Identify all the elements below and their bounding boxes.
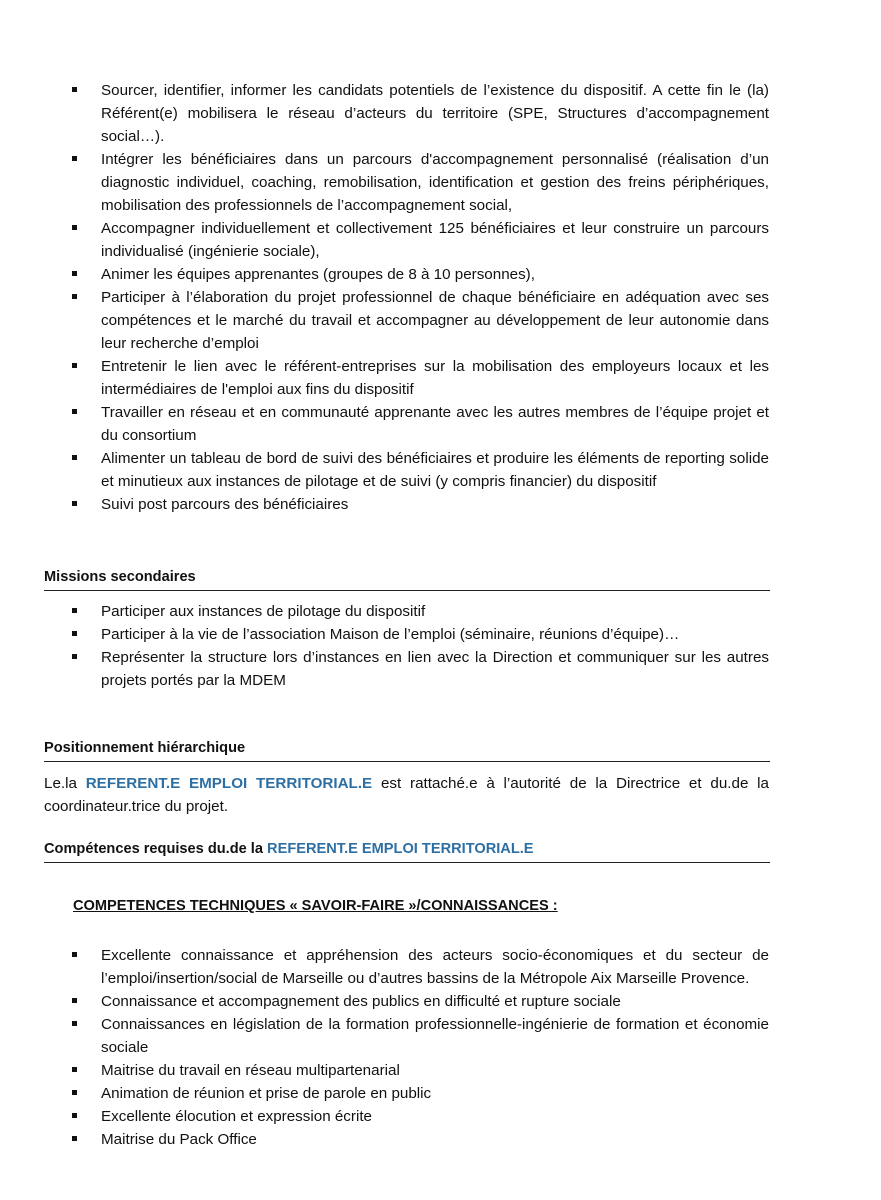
list-item <box>72 600 769 623</box>
list-item <box>72 990 769 1013</box>
skills-heading-role: REFERENT.E EMPLOI TERRITORIAL.E <box>267 841 534 857</box>
list-item-text: Accompagner individuellement et collectivement 125 bénéficiaires et leur construire un parcours individualisé (ingénierie sociale), <box>101 220 769 260</box>
list-item-text: Animation de réunion et prise de parole en public <box>101 1085 432 1102</box>
list-item-text: Représenter la structure lors d’instances en lien avec la Direction et communiquer sur les autres projets portés par la MDEM <box>101 649 769 689</box>
list-item <box>72 1059 769 1082</box>
list-item-text: Alimenter un tableau de bord de suivi des bénéficiaires et produire les éléments de reporting solide et minutieux aux instances de pilotage et de suivi (y compris financier) du dispositif <box>101 450 769 490</box>
square-bullet-icon <box>72 1105 78 1128</box>
list-item <box>72 646 769 692</box>
main-missions-list <box>72 79 769 516</box>
list-item-text: Participer à la vie de l’association Maison de l’emploi (séminaire, réunions d’équipe)… <box>101 626 680 643</box>
list-item-text: Excellente connaissance et appréhension des acteurs socio-économiques et du secteur de l’emploi/insertion/social de Marseille ou d’autres bassins de la Métropole Aix Marseille Provence. <box>101 947 769 987</box>
list-item-text: Connaissance et accompagnement des publics en difficulté et rupture sociale <box>101 993 621 1010</box>
hierarchy-heading: Positionnement hiérarchique <box>44 737 770 762</box>
square-bullet-icon <box>72 263 78 286</box>
list-item-text: Maitrise du Pack Office <box>101 1131 257 1148</box>
square-bullet-icon <box>72 646 78 669</box>
square-bullet-icon <box>72 401 78 424</box>
secondary-missions-list <box>72 600 769 692</box>
square-bullet-icon <box>72 447 78 470</box>
square-bullet-icon <box>72 493 78 516</box>
square-bullet-icon <box>72 148 78 171</box>
square-bullet-icon <box>72 355 78 378</box>
square-bullet-icon <box>72 1059 78 1082</box>
list-item <box>72 263 769 286</box>
square-bullet-icon <box>72 286 78 309</box>
square-bullet-icon <box>72 990 78 1013</box>
skills-heading-prefix: Compétences requises du.de la <box>44 841 268 857</box>
list-item-text: Sourcer, identifier, informer les candidats potentiels de l’existence du dispositif. A cette fin le (la) Référent(e) mobilisera le réseau d’acteurs du territoire (SPE, Structures d’accompagnement social…). <box>101 82 769 145</box>
hierarchy-text-after: est rattaché.e à l’autorité de la Directrice et du.de la coordinateur.trice du projet. <box>44 775 769 815</box>
square-bullet-icon <box>72 1013 78 1036</box>
square-bullet-icon <box>72 600 78 623</box>
list-item-text: Suivi post parcours des bénéficiaires <box>101 496 349 513</box>
list-item <box>72 944 769 990</box>
list-item <box>72 401 769 447</box>
technical-skills-list <box>72 944 769 1151</box>
list-item-text: Maitrise du travail en réseau multipartenarial <box>101 1062 400 1079</box>
list-item <box>72 217 769 263</box>
list-item <box>72 493 769 516</box>
square-bullet-icon <box>72 217 78 240</box>
list-item <box>72 1082 769 1105</box>
list-item <box>72 1013 769 1059</box>
list-item-text: Travailler en réseau et en communauté apprenante avec les autres membres de l’équipe projet et du consortium <box>101 404 769 444</box>
hierarchy-text-before: Le.la <box>44 775 86 792</box>
square-bullet-icon <box>72 79 78 102</box>
list-item-text: Participer à l’élaboration du projet professionnel de chaque bénéficiaire en adéquation avec ses compétences et le marché du travail et accompagner au développement de leur autonomie dans leur recherche d’emploi <box>101 289 769 352</box>
list-item <box>72 286 769 355</box>
square-bullet-icon <box>72 944 78 967</box>
technical-skills-heading: COMPETENCES TECHNIQUES « SAVOIR-FAIRE »/CONNAISSANCES : <box>73 898 558 914</box>
list-item-text: Excellente élocution et expression écrite <box>101 1108 372 1125</box>
list-item <box>72 623 769 646</box>
list-item-text: Participer aux instances de pilotage du dispositif <box>101 603 426 620</box>
list-item-text: Entretenir le lien avec le référent-entreprises sur la mobilisation des employeurs locaux et les intermédiaires de l'emploi aux fins du dispositif <box>101 358 769 398</box>
list-item <box>72 148 769 217</box>
role-title: REFERENT.E EMPLOI TERRITORIAL.E <box>85 775 373 792</box>
list-item <box>72 447 769 493</box>
square-bullet-icon <box>72 1082 78 1105</box>
skills-heading <box>44 838 770 863</box>
square-bullet-icon <box>72 1128 78 1151</box>
list-item-text: Animer les équipes apprenantes (groupes de 8 à 10 personnes), <box>101 266 535 283</box>
list-item <box>72 1105 769 1128</box>
list-item-text: Intégrer les bénéficiaires dans un parcours d'accompagnement personnalisé (réalisation d’un diagnostic individuel, coaching, remobilisation, identification et gestion des freins périphériques, mobilisation des professionnels de l’accompagnement social, <box>101 151 769 214</box>
list-item-text: Connaissances en législation de la formation professionnelle-ingénierie de formation et économie sociale <box>101 1016 769 1056</box>
secondary-missions-heading: Missions secondaires <box>44 566 770 591</box>
hierarchy-paragraph <box>44 772 769 818</box>
list-item <box>72 1128 769 1151</box>
list-item <box>72 79 769 148</box>
square-bullet-icon <box>72 623 78 646</box>
list-item <box>72 355 769 401</box>
